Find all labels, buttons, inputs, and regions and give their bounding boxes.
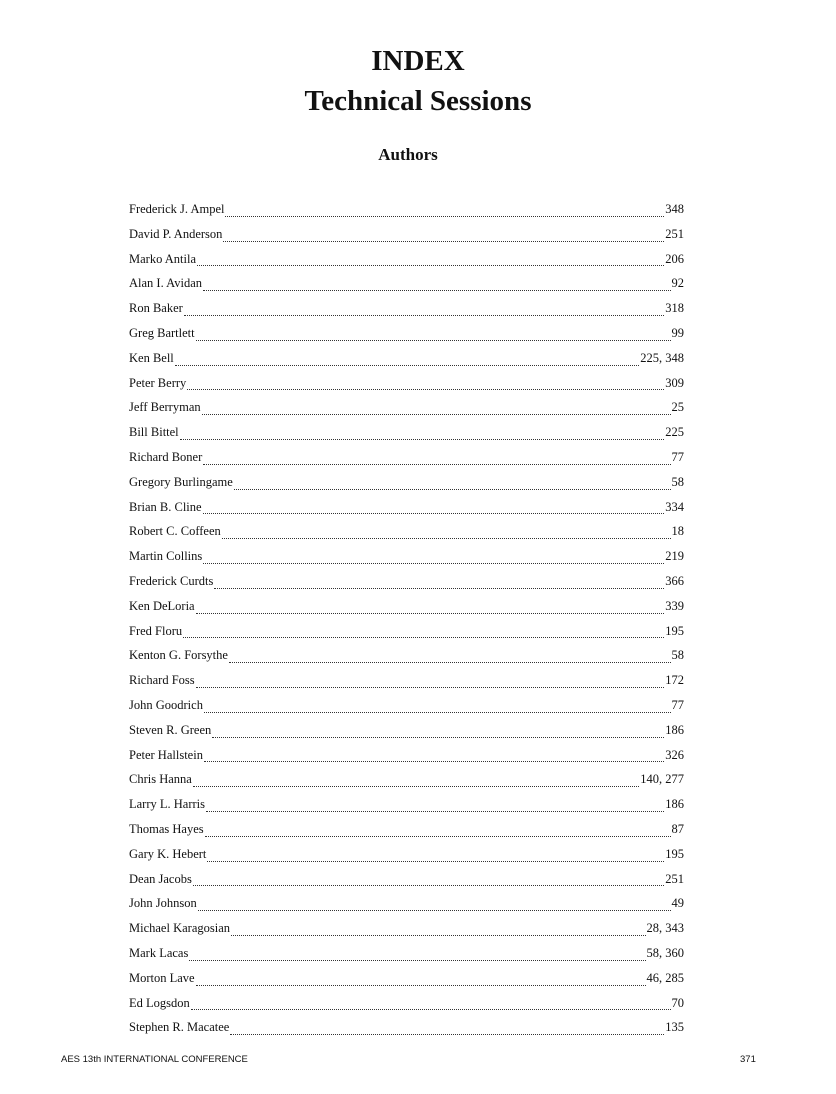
page-references: 18 <box>671 524 684 539</box>
page-references: 339 <box>665 598 684 613</box>
author-name: Steven R. Green <box>129 722 212 737</box>
page-references: 318 <box>665 301 684 316</box>
index-entry <box>129 224 684 249</box>
dot-leader <box>183 637 664 638</box>
dot-leader <box>196 340 671 341</box>
index-entry <box>129 422 684 447</box>
author-name: Richard Foss <box>129 673 195 688</box>
footer-page-number: 371 <box>740 1054 756 1065</box>
page-references: 87 <box>671 821 684 836</box>
page-references: 77 <box>671 449 684 464</box>
page-references: 251 <box>665 871 684 886</box>
author-name: Gary K. Hebert <box>129 846 207 861</box>
dot-leader <box>203 290 670 291</box>
dot-leader <box>193 786 639 787</box>
dot-leader <box>180 439 665 440</box>
page-references: 225, 348 <box>640 350 684 365</box>
page-references: 140, 277 <box>640 772 684 787</box>
page-references: 219 <box>665 549 684 564</box>
index-entry <box>129 1017 684 1042</box>
author-name: John Johnson <box>129 896 197 911</box>
author-name: Bill Bittel <box>129 425 179 440</box>
index-entry <box>129 645 684 670</box>
index-entry <box>129 521 684 546</box>
page-references: 92 <box>671 276 684 291</box>
dot-leader <box>196 687 665 688</box>
dot-leader <box>187 389 664 390</box>
author-name: Stephen R. Macatee <box>129 1020 230 1035</box>
page-references: 58 <box>671 474 684 489</box>
section-heading: Authors <box>378 145 438 164</box>
author-name: Brian B. Cline <box>129 499 202 514</box>
index-entry <box>129 571 684 596</box>
dot-leader <box>212 737 664 738</box>
page-references: 77 <box>671 697 684 712</box>
page-references: 195 <box>665 846 684 861</box>
author-name: David P. Anderson <box>129 226 223 241</box>
page-references: 186 <box>665 722 684 737</box>
dot-leader <box>184 315 664 316</box>
index-entry <box>129 670 684 695</box>
dot-leader <box>225 216 664 217</box>
dot-leader <box>214 588 664 589</box>
dot-leader <box>223 241 664 242</box>
author-name: Ed Logsdon <box>129 995 190 1010</box>
page-references: 348 <box>665 202 684 216</box>
index-entry <box>129 273 684 298</box>
author-name: Larry L. Harris <box>129 797 206 812</box>
page-references: 309 <box>665 375 684 390</box>
index-entry <box>129 323 684 348</box>
index-entry <box>129 695 684 720</box>
dot-leader <box>231 935 645 936</box>
dot-leader <box>203 563 664 564</box>
index-entry <box>129 918 684 943</box>
index-entry <box>129 720 684 745</box>
author-name: Ken Bell <box>129 350 174 365</box>
author-name: Thomas Hayes <box>129 821 204 836</box>
index-entry <box>129 745 684 770</box>
author-name: Morton Lave <box>129 970 195 985</box>
dot-leader <box>197 265 664 266</box>
index-entry <box>129 943 684 968</box>
index-entry <box>129 596 684 621</box>
dot-leader <box>206 811 664 812</box>
page-references: 326 <box>665 747 684 762</box>
dot-leader <box>202 414 671 415</box>
index-entry <box>129 249 684 274</box>
index-entry <box>129 893 684 918</box>
index-entry <box>129 993 684 1018</box>
author-name: Ron Baker <box>129 301 183 316</box>
index-entry <box>129 298 684 323</box>
index-entry <box>129 794 684 819</box>
page-references: 25 <box>671 400 684 415</box>
page-references: 225 <box>665 425 684 440</box>
page-references: 135 <box>665 1020 684 1035</box>
author-name: Ken DeLoria <box>129 598 195 613</box>
page-references: 251 <box>665 226 684 241</box>
author-name: Fred Floru <box>129 623 183 638</box>
author-name: Martin Collins <box>129 549 203 564</box>
dot-leader <box>189 960 645 961</box>
dot-leader <box>203 513 665 514</box>
author-index-list <box>129 199 684 1042</box>
author-name: Jeff Berryman <box>129 400 201 415</box>
page-subtitle: Technical Sessions <box>304 85 532 117</box>
index-entry <box>129 621 684 646</box>
index-entry <box>129 968 684 993</box>
page-title: INDEX <box>371 45 465 77</box>
page-references: 186 <box>665 797 684 812</box>
index-entry <box>129 819 684 844</box>
author-name: Dean Jacobs <box>129 871 192 886</box>
footer-conference: AES 13th INTERNATIONAL CONFERENCE <box>61 1054 248 1065</box>
author-name: Frederick J. Ampel <box>129 202 225 216</box>
dot-leader <box>203 464 670 465</box>
index-entry <box>129 373 684 398</box>
dot-leader <box>204 712 671 713</box>
author-name: Kenton G. Forsythe <box>129 648 228 663</box>
author-name: Peter Hallstein <box>129 747 203 762</box>
dot-leader <box>207 861 664 862</box>
author-name: Michael Karagosian <box>129 921 231 936</box>
page-references: 58, 360 <box>646 945 684 960</box>
author-name: John Goodrich <box>129 697 203 712</box>
dot-leader <box>193 885 664 886</box>
dot-leader <box>196 613 665 614</box>
page-references: 172 <box>665 673 684 688</box>
dot-leader <box>196 985 646 986</box>
dot-leader <box>175 365 639 366</box>
index-entry <box>129 497 684 522</box>
index-entry <box>129 769 684 794</box>
index-entry <box>129 199 684 224</box>
dot-leader <box>230 1034 664 1035</box>
index-entry <box>129 869 684 894</box>
index-entry <box>129 844 684 869</box>
index-entry <box>129 546 684 571</box>
dot-leader <box>229 662 671 663</box>
author-name: Peter Berry <box>129 375 187 390</box>
author-name: Chris Hanna <box>129 772 192 787</box>
dot-leader <box>198 910 671 911</box>
index-entry <box>129 447 684 472</box>
page-references: 195 <box>665 623 684 638</box>
index-entry <box>129 472 684 497</box>
page-references: 206 <box>665 251 684 266</box>
author-name: Richard Boner <box>129 449 203 464</box>
index-entry <box>129 348 684 373</box>
dot-leader <box>222 538 671 539</box>
author-name: Alan I. Avidan <box>129 276 203 291</box>
page-references: 334 <box>665 499 684 514</box>
page-references: 58 <box>671 648 684 663</box>
dot-leader <box>204 761 664 762</box>
page-references: 49 <box>671 896 684 911</box>
author-name: Marko Antila <box>129 251 197 266</box>
author-name: Greg Bartlett <box>129 325 195 340</box>
page-references: 366 <box>665 573 684 588</box>
page-references: 99 <box>671 325 684 340</box>
dot-leader <box>234 489 671 490</box>
author-name: Robert C. Coffeen <box>129 524 221 539</box>
page-references: 70 <box>671 995 684 1010</box>
dot-leader <box>191 1009 671 1010</box>
author-name: Mark Lacas <box>129 945 189 960</box>
page-references: 28, 343 <box>646 921 684 936</box>
page-references: 46, 285 <box>646 970 684 985</box>
author-name: Frederick Curdts <box>129 573 214 588</box>
dot-leader <box>205 836 671 837</box>
author-name: Gregory Burlingame <box>129 474 233 489</box>
index-entry <box>129 397 684 422</box>
